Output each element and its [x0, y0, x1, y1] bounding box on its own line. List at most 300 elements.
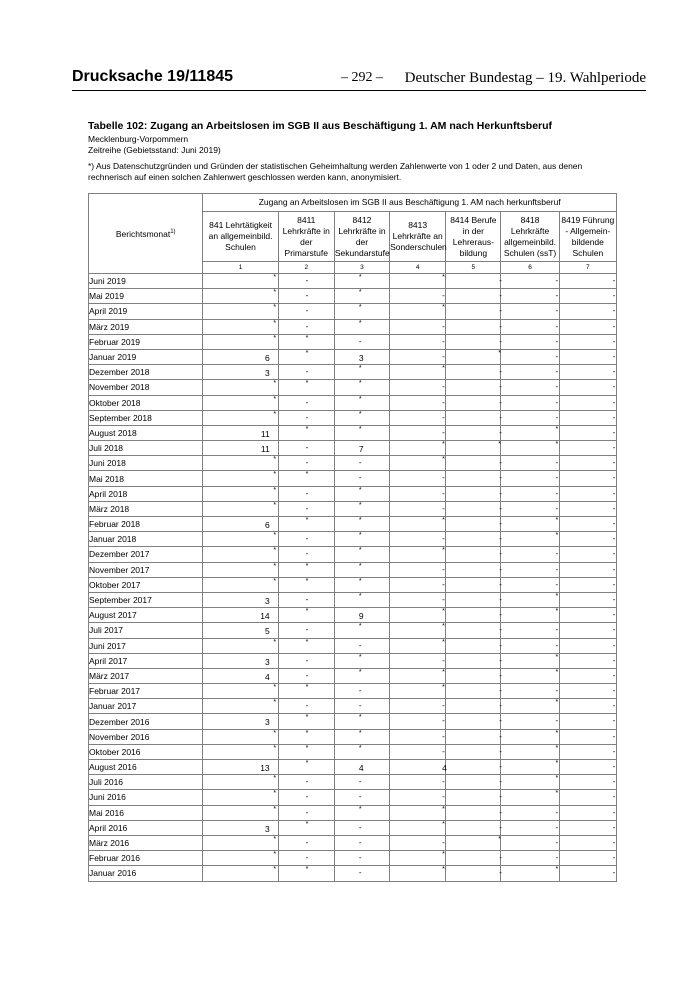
zero-mark: - — [555, 367, 559, 377]
row-month: Mai 2018 — [89, 471, 203, 486]
table-row — [89, 623, 617, 638]
zero-mark: - — [499, 579, 502, 589]
anonymized-mark: * — [498, 349, 501, 357]
zero-mark: - — [612, 777, 616, 787]
cell-col-6 — [501, 441, 559, 456]
anonymized-mark: * — [273, 851, 277, 859]
anonymized-mark: * — [273, 471, 277, 479]
zero-mark: - — [499, 427, 502, 437]
zero-mark: - — [612, 276, 616, 285]
row-month: März 2017 — [89, 668, 203, 683]
cell-value: 7 — [358, 444, 364, 455]
table-row — [89, 835, 617, 850]
anonymized-mark: * — [305, 714, 309, 722]
zero-mark: - — [612, 534, 616, 544]
anonymized-mark: * — [305, 760, 309, 767]
zero-mark: - — [555, 351, 559, 361]
anonymized-mark: * — [273, 775, 277, 783]
anonymized-mark: * — [305, 684, 309, 692]
anonymized-mark: * — [305, 577, 309, 585]
cell-col-2 — [278, 805, 334, 820]
cell-col-4 — [390, 517, 446, 532]
cell-col-3 — [334, 486, 389, 501]
cell-col-7 — [559, 319, 616, 334]
cell-col-7 — [559, 395, 616, 410]
cell-col-1 — [203, 775, 278, 790]
cell-col-5 — [446, 592, 501, 607]
cell-col-6 — [501, 501, 559, 516]
cell-col-6 — [501, 623, 559, 638]
anonymized-mark: * — [358, 274, 362, 281]
cell-col-3 — [334, 760, 389, 775]
cell-col-4 — [390, 820, 446, 835]
cell-col-2 — [278, 334, 334, 349]
cell-col-1 — [203, 349, 278, 364]
cell-col-5 — [446, 456, 501, 471]
zero-mark: - — [442, 397, 445, 407]
cell-col-5 — [446, 866, 501, 881]
zero-mark: - — [442, 412, 445, 422]
row-month: April 2019 — [89, 304, 203, 319]
zero-mark: - — [555, 640, 559, 650]
table-row — [89, 744, 617, 759]
cell-col-4 — [390, 441, 446, 456]
cell-col-7 — [559, 577, 616, 592]
cell-col-5 — [446, 744, 501, 759]
row-month: August 2017 — [89, 608, 203, 623]
zero-mark: - — [442, 291, 445, 301]
cell-col-6 — [501, 577, 559, 592]
cell-col-4 — [390, 638, 446, 653]
cell-col-1 — [203, 760, 278, 775]
table-row — [89, 532, 617, 547]
cell-col-1 — [203, 608, 278, 623]
zero-mark: - — [612, 746, 616, 756]
anonymized-mark: * — [358, 577, 362, 585]
cell-col-5 — [446, 790, 501, 805]
cell-col-4 — [390, 653, 446, 668]
cell-col-7 — [559, 653, 616, 668]
zero-mark: - — [305, 625, 309, 635]
zero-mark: - — [499, 458, 502, 468]
cell-col-7 — [559, 866, 616, 881]
cell-col-4 — [390, 775, 446, 790]
cell-col-3 — [334, 790, 389, 805]
zero-mark: - — [612, 792, 616, 802]
cell-col-1 — [203, 410, 278, 425]
cell-col-2 — [278, 349, 334, 364]
cell-col-7 — [559, 486, 616, 501]
cell-col-7 — [559, 532, 616, 547]
cell-value: 4 — [442, 763, 447, 773]
cell-col-4 — [390, 395, 446, 410]
zero-mark: - — [305, 291, 309, 301]
cell-col-6 — [501, 592, 559, 607]
table-row — [89, 456, 617, 471]
cell-col-4 — [390, 334, 446, 349]
row-month: Februar 2019 — [89, 334, 203, 349]
cell-value: 6 — [264, 520, 270, 530]
anonymized-mark: * — [358, 805, 362, 813]
anonymized-mark: * — [305, 380, 309, 388]
cell-col-5 — [446, 425, 501, 440]
zero-mark: - — [442, 716, 445, 726]
cell-col-4 — [390, 365, 446, 380]
zero-mark: - — [442, 534, 445, 544]
row-month: September 2018 — [89, 410, 203, 425]
anonymized-mark: * — [442, 638, 445, 646]
cell-col-6 — [501, 775, 559, 790]
zero-mark: - — [612, 625, 616, 635]
zero-mark: - — [612, 640, 616, 650]
zero-mark: - — [442, 777, 445, 787]
cell-col-4 — [390, 456, 446, 471]
group-header: Zugang an Arbeitslosen im SGB II aus Beschäftigung 1. AM nach herkunftsberuf — [203, 194, 617, 212]
cell-col-3 — [334, 866, 389, 881]
column-header: 8412 Lehrkräfte in der Sekundarstufe — [334, 212, 389, 262]
cell-col-2 — [278, 653, 334, 668]
cell-col-6 — [501, 289, 559, 304]
zero-mark: - — [499, 564, 502, 574]
anonymized-mark: * — [555, 744, 559, 752]
zero-mark: - — [358, 701, 362, 711]
cell-col-5 — [446, 365, 501, 380]
cell-col-5 — [446, 289, 501, 304]
cell-col-2 — [278, 486, 334, 501]
anonymized-mark: * — [442, 623, 445, 631]
column-number: 5 — [446, 262, 501, 274]
table-row — [89, 441, 617, 456]
zero-mark: - — [612, 488, 616, 498]
zero-mark: - — [442, 321, 445, 331]
cell-col-7 — [559, 365, 616, 380]
cell-col-4 — [390, 699, 446, 714]
cell-col-2 — [278, 866, 334, 881]
cell-col-1 — [203, 380, 278, 395]
cell-col-3 — [334, 319, 389, 334]
zero-mark: - — [358, 822, 362, 832]
cell-col-4 — [390, 744, 446, 759]
column-number: 1 — [203, 262, 278, 274]
cell-col-4 — [390, 851, 446, 866]
cell-col-4 — [390, 349, 446, 364]
cell-col-1 — [203, 577, 278, 592]
table-row — [89, 304, 617, 319]
cell-col-7 — [559, 501, 616, 516]
zero-mark: - — [612, 655, 616, 665]
anonymized-mark: * — [358, 668, 362, 676]
anonymized-mark: * — [273, 456, 277, 464]
zero-mark: - — [499, 670, 502, 680]
cell-col-5 — [446, 775, 501, 790]
zero-mark: - — [555, 458, 559, 468]
zero-mark: - — [612, 397, 616, 407]
cell-col-2 — [278, 638, 334, 653]
cell-col-2 — [278, 577, 334, 592]
cell-col-7 — [559, 410, 616, 425]
zero-mark: - — [612, 716, 616, 726]
column-number: 4 — [390, 262, 446, 274]
cell-col-2 — [278, 608, 334, 623]
cell-col-2 — [278, 425, 334, 440]
zero-mark: - — [305, 837, 309, 847]
zero-mark: - — [442, 594, 445, 604]
cell-col-4 — [390, 501, 446, 516]
table-body — [89, 274, 617, 882]
cell-col-4 — [390, 410, 446, 425]
zero-mark: - — [499, 868, 502, 878]
cell-col-7 — [559, 471, 616, 486]
cell-col-2 — [278, 623, 334, 638]
zero-mark: - — [442, 564, 445, 574]
zero-mark: - — [305, 412, 309, 422]
cell-col-5 — [446, 684, 501, 699]
anonymized-mark: * — [273, 319, 277, 327]
cell-col-7 — [559, 547, 616, 562]
cell-col-5 — [446, 623, 501, 638]
zero-mark: - — [555, 397, 559, 407]
cell-col-3 — [334, 410, 389, 425]
cell-col-1 — [203, 562, 278, 577]
row-month: Juli 2017 — [89, 623, 203, 638]
zero-mark: - — [612, 306, 616, 316]
row-month: November 2018 — [89, 380, 203, 395]
zero-mark: - — [305, 488, 309, 498]
doc-label: Drucksache 19/ — [72, 68, 190, 85]
table-row — [89, 608, 617, 623]
cell-col-2 — [278, 441, 334, 456]
cell-col-6 — [501, 714, 559, 729]
cell-col-2 — [278, 775, 334, 790]
table-row — [89, 349, 617, 364]
zero-mark: - — [442, 701, 445, 711]
table-row — [89, 410, 617, 425]
cell-col-1 — [203, 592, 278, 607]
cell-col-3 — [334, 349, 389, 364]
anonymized-mark: * — [358, 532, 362, 540]
table-row — [89, 699, 617, 714]
zero-mark: - — [499, 640, 502, 650]
cell-col-3 — [334, 608, 389, 623]
cell-col-1 — [203, 623, 278, 638]
cell-col-1 — [203, 547, 278, 562]
anonymized-mark: * — [555, 775, 559, 783]
cell-col-1 — [203, 790, 278, 805]
cell-value: 11 — [260, 428, 270, 439]
cell-col-7 — [559, 608, 616, 623]
zero-mark: - — [612, 731, 616, 741]
anonymized-mark: * — [442, 805, 445, 813]
cell-value: 14 — [260, 611, 270, 622]
cell-col-3 — [334, 653, 389, 668]
anonymized-mark: * — [273, 547, 277, 555]
cell-col-5 — [446, 547, 501, 562]
zero-mark: - — [305, 549, 309, 559]
zero-mark: - — [442, 503, 445, 513]
zero-mark: - — [555, 625, 559, 635]
table-row — [89, 866, 617, 881]
cell-col-6 — [501, 486, 559, 501]
cell-col-5 — [446, 851, 501, 866]
cell-col-1 — [203, 274, 278, 289]
cell-col-7 — [559, 729, 616, 744]
cell-col-6 — [501, 471, 559, 486]
zero-mark: - — [499, 367, 502, 377]
anonymized-mark: * — [442, 274, 445, 281]
zero-mark: - — [358, 473, 362, 483]
column-number: 3 — [334, 262, 389, 274]
cell-value: 11 — [260, 444, 270, 455]
anonymized-mark: * — [273, 395, 277, 403]
cell-col-6 — [501, 638, 559, 653]
zero-mark: - — [305, 534, 309, 544]
row-month: Januar 2017 — [89, 699, 203, 714]
zero-mark: - — [499, 610, 502, 620]
cell-col-6 — [501, 425, 559, 440]
column-header: 8414 Berufe in der Lehreraus-bildung — [446, 212, 501, 262]
zero-mark: - — [612, 762, 616, 771]
cell-col-1 — [203, 851, 278, 866]
cell-col-4 — [390, 668, 446, 683]
anonymized-mark: * — [305, 729, 309, 737]
zero-mark: - — [612, 473, 616, 483]
anonymized-mark: * — [358, 501, 362, 509]
anonymized-mark: * — [358, 653, 362, 661]
cell-value: 5 — [264, 626, 270, 637]
table-row — [89, 471, 617, 486]
zero-mark: - — [499, 519, 502, 528]
region-label: Mecklenburg-Vorpommern — [88, 134, 189, 144]
zero-mark: - — [612, 610, 616, 620]
table-row — [89, 517, 617, 532]
row-month: November 2016 — [89, 729, 203, 744]
anonymized-mark: * — [555, 760, 559, 767]
anonymized-mark: * — [555, 441, 559, 449]
zero-mark: - — [442, 746, 445, 756]
cell-col-5 — [446, 410, 501, 425]
anonymized-mark: * — [273, 380, 277, 388]
cell-col-5 — [446, 699, 501, 714]
cell-col-7 — [559, 790, 616, 805]
cell-col-2 — [278, 820, 334, 835]
cell-col-1 — [203, 441, 278, 456]
row-month: Januar 2018 — [89, 532, 203, 547]
cell-col-2 — [278, 668, 334, 683]
cell-col-5 — [446, 577, 501, 592]
cell-col-3 — [334, 820, 389, 835]
anonymized-mark: * — [358, 319, 362, 327]
anonymized-mark: * — [442, 684, 445, 692]
table-row — [89, 274, 617, 289]
zero-mark: - — [499, 321, 502, 331]
column-header: 8413 Lehrkräfte an Sonderschulen — [390, 212, 446, 262]
cell-col-4 — [390, 684, 446, 699]
row-month: April 2018 — [89, 486, 203, 501]
zero-mark: - — [358, 792, 362, 802]
cell-col-7 — [559, 851, 616, 866]
zero-mark: - — [555, 306, 559, 316]
cell-col-1 — [203, 729, 278, 744]
table-row — [89, 820, 617, 835]
table-row — [89, 653, 617, 668]
zero-mark: - — [612, 807, 616, 817]
table-row — [89, 714, 617, 729]
table-row — [89, 486, 617, 501]
anonymized-mark: * — [273, 744, 277, 752]
cell-col-1 — [203, 289, 278, 304]
row-month: Februar 2018 — [89, 517, 203, 532]
zero-mark: - — [442, 579, 445, 589]
anonymized-mark: * — [555, 532, 559, 540]
zero-mark: - — [499, 473, 502, 483]
page-number: – 292 – — [341, 70, 383, 85]
zero-mark: - — [499, 701, 502, 711]
row-month: Januar 2016 — [89, 866, 203, 881]
row-month: Oktober 2016 — [89, 744, 203, 759]
cell-col-7 — [559, 699, 616, 714]
anonymized-mark: * — [442, 668, 445, 676]
cell-col-1 — [203, 319, 278, 334]
zero-mark: - — [499, 731, 502, 741]
zero-mark: - — [499, 291, 502, 301]
row-month: Dezember 2018 — [89, 365, 203, 380]
cell-col-3 — [334, 501, 389, 516]
cell-col-3 — [334, 714, 389, 729]
cell-col-4 — [390, 486, 446, 501]
zero-mark: - — [499, 549, 502, 559]
cell-col-3 — [334, 289, 389, 304]
cell-col-2 — [278, 760, 334, 775]
cell-value: 3 — [264, 595, 270, 606]
row-month: November 2017 — [89, 562, 203, 577]
cell-col-3 — [334, 729, 389, 744]
anonymized-mark: * — [555, 608, 559, 616]
cell-col-5 — [446, 304, 501, 319]
zero-mark: - — [612, 853, 616, 863]
cell-col-5 — [446, 501, 501, 516]
zero-mark: - — [612, 837, 616, 847]
cell-col-5 — [446, 471, 501, 486]
cell-col-1 — [203, 835, 278, 850]
zero-mark: - — [555, 807, 559, 817]
table-row — [89, 501, 617, 516]
cell-col-4 — [390, 729, 446, 744]
anonymized-mark: * — [358, 729, 362, 737]
cell-col-5 — [446, 532, 501, 547]
anonymized-mark: * — [273, 334, 277, 342]
anonymized-mark: * — [305, 820, 309, 828]
table-row — [89, 668, 617, 683]
zero-mark: - — [499, 594, 502, 604]
zero-mark: - — [305, 777, 309, 787]
anonymized-mark: * — [358, 547, 362, 555]
anonymized-mark: * — [305, 638, 309, 646]
cell-col-7 — [559, 562, 616, 577]
row-month: Juli 2016 — [89, 775, 203, 790]
zero-mark: - — [612, 336, 616, 346]
cell-col-6 — [501, 334, 559, 349]
cell-col-4 — [390, 562, 446, 577]
anonymized-mark: * — [358, 517, 362, 524]
cell-col-4 — [390, 532, 446, 547]
zero-mark: - — [555, 291, 559, 301]
table-row — [89, 289, 617, 304]
cell-col-7 — [559, 714, 616, 729]
anonymized-mark: * — [358, 486, 362, 494]
cell-col-2 — [278, 684, 334, 699]
zero-mark: - — [305, 807, 309, 817]
cell-col-3 — [334, 532, 389, 547]
